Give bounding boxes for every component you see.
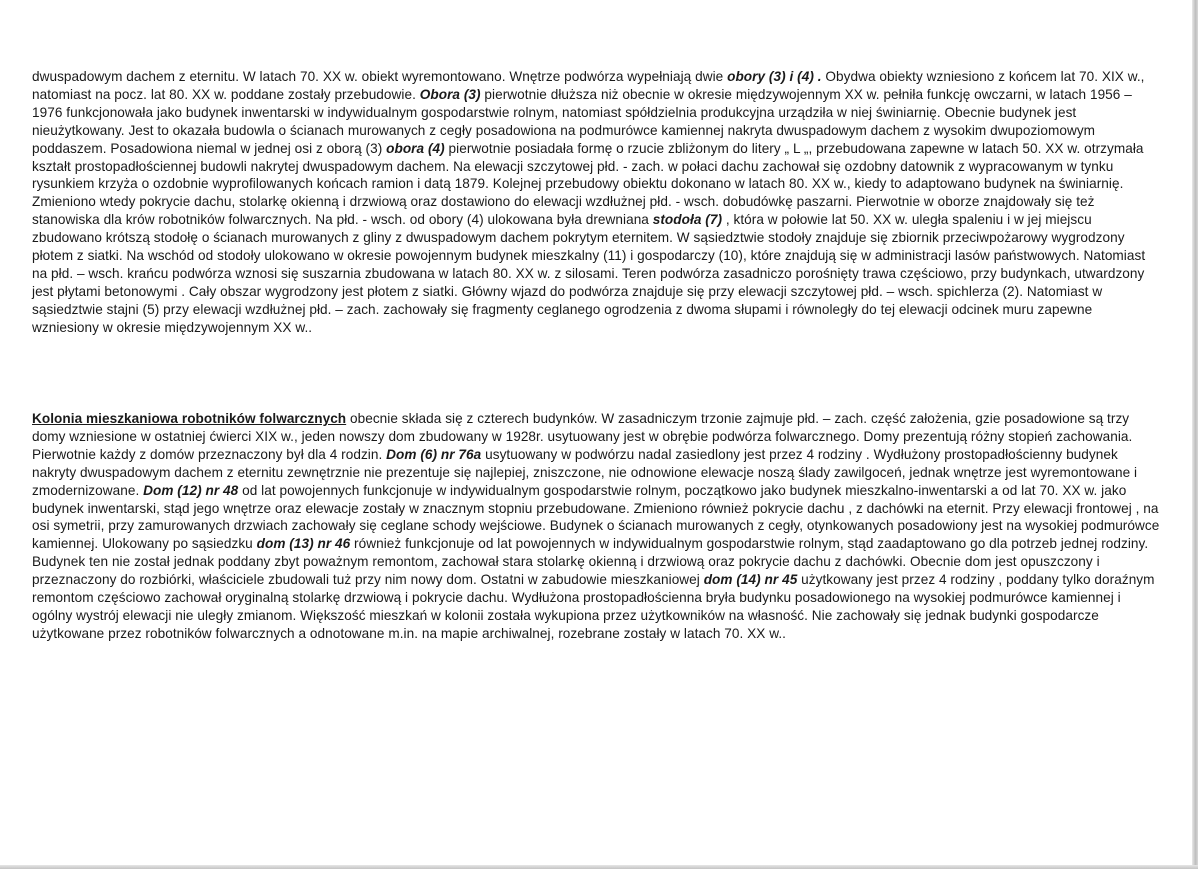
text-segment: obecnie składa się z czterech budynków. W zasadniczym trzonie zajmuje płd. – zach. część założenia, gzie posadowione są trzy domy wzniesione w ostatniej ćwierci XIX w., jeden nowszy dom zbudowany w 1928r. usytuowany jest w obrębie podwórza folwarcznego. Domy prezentują różny stopień zachowania. Pierwotnie każdy z domów przeznaczony był dla 4 rodzin. [32, 411, 1133, 462]
scan-border-bottom [0, 865, 1198, 869]
text-segment: Obydwa obiekty wzniesiono z końcem lat 70. XIX w., natomiast na pocz. lat 80. XX w. poddane zostały przebudowie. [32, 69, 1145, 102]
text-segment: , która w połowie lat 50. XX w. uległa spaleniu i w jej miejscu zbudowano krótszą stodołę o ścianach murowanych z gliny z dwuspadowym dachem pokrytym eternitem. W sąsiedztwie stodoły znajduje się zbiornik przeciwpożarowy wygrodzony płotem z siatki. Na wschód od stodoły ulokowano w okresie powojennym budynek mieszkalny (11) i gospodarczy (10), które znajdują się w administracji lasów państwowych. Natomiast na płd. – wsch. krańcu podwórza wznosi się suszarnia zbudowana w latach 80. XX w. z silosami. Teren podwórza zasadniczo porośnięty trawa częściowo, przy budynkach, utwardzony jest płytami betonowymi . Cały obszar wygrodzony jest płotem z siatki. Główny wjazd do podwórza znajduje się przy elewacji szczytowej płd. – wsch. spichlerza (2). Natomiast w sąsiedztwie stajni (5) przy elewacji wzdłużnej płd. – zach. zachowały się fragmenty ceglanego ogrodzenia z dwoma słupami i równoległy do tej elewacji odcinek muru zapewne wzniesiony w okresie międzywojennym XX w.. [32, 212, 1146, 335]
text-segment: usytuowany w podwórzu nadal zasiedlony jest przez 4 rodziny . Wydłużony prostopadłościenny budynek nakryty dwuspadowym dachem z eternitu zewnętrznie nie prezentuje się najlepiej, zniszczone, nie odnowione elewacje noszą ślady zawilgoceń, jednak wnętrze jest wyremontowane i zmodernizowane. [32, 446, 1138, 498]
text-segment: od lat powojennych funkcjonuje w indywidualnym gospodarstwie rolnym, początkowo jako budynek mieszkalno-inwentarski a od lat 70. XX w. jako budynek inwentarski, stąd jego wnętrze oraz elewacje zostały w znacznym stopniu przebudowane. Zmieniono również pokrycie dachu , z dachówki na eternit. Przy elewacji frontowej , na osi symetrii, przy zamurowanych drzwiach zachowały się ceglane schody wejściowe. Budynek o ścianach murowanych z cegły, otynkowanych posadowiony jest na wysokiej podmurówce kamiennej. Ulokowany po sąsiedzku [32, 482, 1160, 552]
emphasis-obora-3: Obora (3) [419, 86, 481, 102]
text-segment: pierwotnie posiadała formę o rzucie zbliżonym do litery „ L „, przebudowana zapewne w latach 50. XX w. otrzymała kształt prostopadłościennej budowli nakrytej dwuspadowym dachem. Na elewacji szczytowej płd. - zach. w połaci dachu zachował się ozdobny datownik z wypracowanym w tynku rysunkiem krzyża o ozdobnie wyprofilowanych końcach ramion i datą 1879. Kolejnej przebudowy obiektu dokonano w latach 80. XX w., kiedy to adaptowano budynek na świniarnię. Zmieniono wtedy pokrycie dachu, stolarkę okienną i drzwiową oraz dostawiono do elewacji wzdłużnej płd. - wsch. dobudówkę paszarni. Pierwotnie w oborze znajdowały się też stanowiska dla krów robotników folwarcznych. Na płd. - wsch. od obory (4) ulokowana była drewniana [32, 140, 1144, 228]
paragraph-farmyard-buildings [32, 68, 1160, 337]
emphasis-dom-14: dom (14) nr 45 [703, 572, 798, 588]
emphasis-obora-4: obora (4) [386, 140, 445, 156]
scan-border-right [1192, 0, 1198, 869]
text-segment: dwuspadowym dachem z eternitu. W latach 70. XX w. obiekt wyremontowano. Wnętrze podwórza wypełniają dwie [32, 69, 728, 84]
section-heading: Kolonia mieszkaniowa robotników folwarcznych [32, 411, 347, 426]
emphasis-dom-12: Dom (12) nr 48 [143, 482, 239, 498]
emphasis-dom-6: Dom (6) nr 76a [386, 446, 482, 462]
text-segment: pierwotnie dłuższa niż obecnie w okresie międzywojennym XX w. pełniła funkcję owczarni, w latach 1956 – 1976 funkcjonowała jako budynek inwentarski w indywidualnym gospodarstwie rolnym, natomiast spółdzielnia produkcyjna urządziła w niej świniarnię. Obecnie budynek jest nieużytkowany. Jest to okazała budowla o ścianach murowanych z cegły posadowiona na podmurówce kamiennej nakryta dwuspadowym dachem z wysokim dwupoziomowym poddaszem. Posadowiona niemal w jednej osi z oborą (3) [32, 86, 1132, 156]
emphasis-dom-13: dom (13) nr 46 [256, 536, 351, 552]
text-segment: użytkowany jest przez 4 rodziny , poddany tylko doraźnym remontom częściowo zachował oryginalną stolarkę drzwiową i pokrycie dachu. Wydłużona prostopadłościenna bryła budynku posadowionego na wysokiej podmurówce kamiennej i ogólny wystrój elewacji nie uległy zmianom. Większość mieszkań w kolonii została wykupiona przez użytkowników na własność. Nie zachowały się jednak budynki gospodarcze użytkowane przez robotników folwarcznych a odnotowane m.in. na mapie archiwalnej, rozebrane zostały w latach 70. XX w.. [32, 572, 1155, 641]
emphasis-stodola-7: stodoła (7) [652, 212, 723, 228]
text-segment: również funkcjonuje od lat powojennych w indywidualnym gospodarstwie rolnym, stąd zaadaptowano go dla potrzeb jednej rodziny. Budynek ten nie został jednak poddany zbyt poważnym remontom, zachował stara stolarkę okienną i drzwiową oraz pokrycie dachu z dachówki. Obecnie dom jest opuszczony i przeznaczony do rozbiórki, właściciele zbudowali tuż przy nim nowy dom. Ostatni w zabudowie mieszkaniowej [32, 536, 1149, 588]
paragraph-workers-colony [32, 410, 1160, 643]
emphasis-obory: obory (3) i (4) . [727, 69, 822, 84]
